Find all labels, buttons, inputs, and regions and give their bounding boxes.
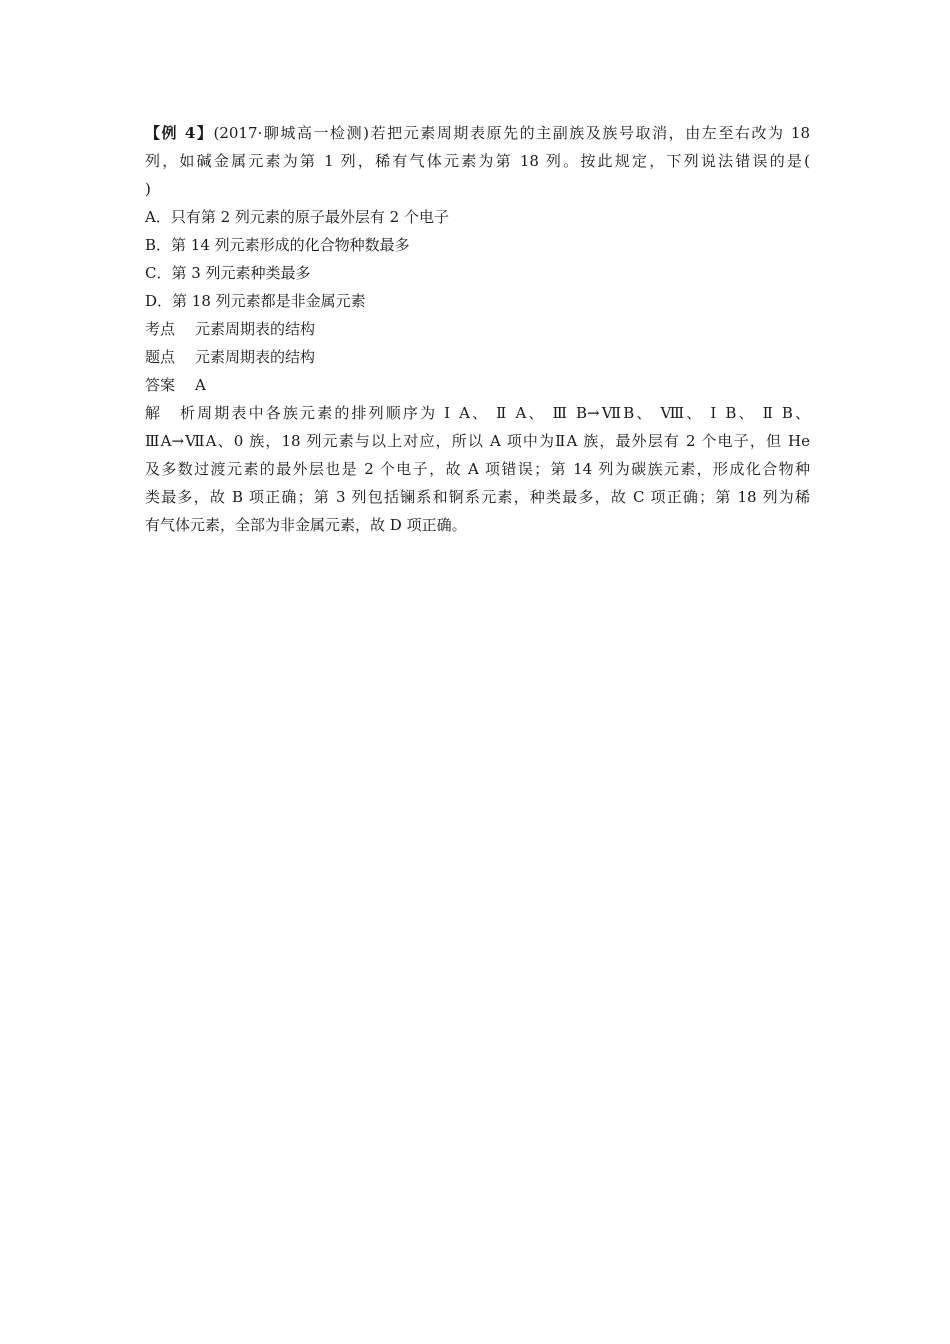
answer-label: 答案 [145, 376, 176, 394]
analysis-label: 解析 [145, 404, 195, 422]
analysis-line-2: ⅢA→ⅦA、0 族，18 列元素与以上对应，所以 A 项中为ⅡA 族，最外层有 2 个电子，但 He [145, 432, 810, 450]
option-b: B．第 14 列元素形成的化合物种数最多 [145, 236, 410, 254]
answer-value: A [195, 376, 206, 394]
option-a: A．只有第 2 列元素的原子最外层有 2 个电子 [145, 208, 449, 226]
question-text-1: (2017·聊城高一检测)若把元素周期表原先的主副族及族号取消，由左至右改为 18 [213, 124, 810, 142]
tidian-label: 题点 [145, 348, 176, 366]
option-d: D．第 18 列元素都是非金属元素 [145, 292, 366, 310]
question-text-2: 列，如碱金属元素为第 1 列，稀有气体元素为第 18 列。按此规定，下列说法错误的是( [145, 152, 810, 170]
example-label: 【例 4】 [145, 124, 214, 142]
option-c: C．第 3 列元素种类最多 [145, 264, 311, 282]
question-text-3: ) [145, 180, 151, 198]
question-stem-line-1 [145, 119, 810, 147]
analysis-line-4: 类最多，故 B 项正确；第 3 列包括镧系和锕系元素，种类最多，故 C 项正确；第 18 列为稀 [145, 488, 810, 506]
question-stem-line-3 [145, 175, 810, 203]
kaodian-value: 元素周期表的结构 [195, 320, 316, 338]
answer-row [145, 371, 810, 399]
analysis-line-3: 及多数过渡元素的最外层也是 2 个电子，故 A 项错误；第 14 列为碳族元素，形成化合物种 [145, 460, 810, 478]
question-stem-line-2 [145, 147, 810, 175]
analysis-line-1 [145, 399, 810, 427]
kaodian-label: 考点 [145, 320, 176, 338]
document-page [145, 119, 810, 539]
kaodian-row [145, 315, 810, 343]
tidian-row [145, 343, 810, 371]
analysis-text-1: 周期表中各族元素的排列顺序为 Ⅰ A、 Ⅱ A、 Ⅲ B→ⅦB、 Ⅷ、 Ⅰ B、 Ⅱ B、 [195, 404, 810, 422]
analysis-line-5: 有气体元素，全部为非金属元素，故 D 项正确。 [145, 516, 467, 534]
tidian-value: 元素周期表的结构 [195, 348, 316, 366]
